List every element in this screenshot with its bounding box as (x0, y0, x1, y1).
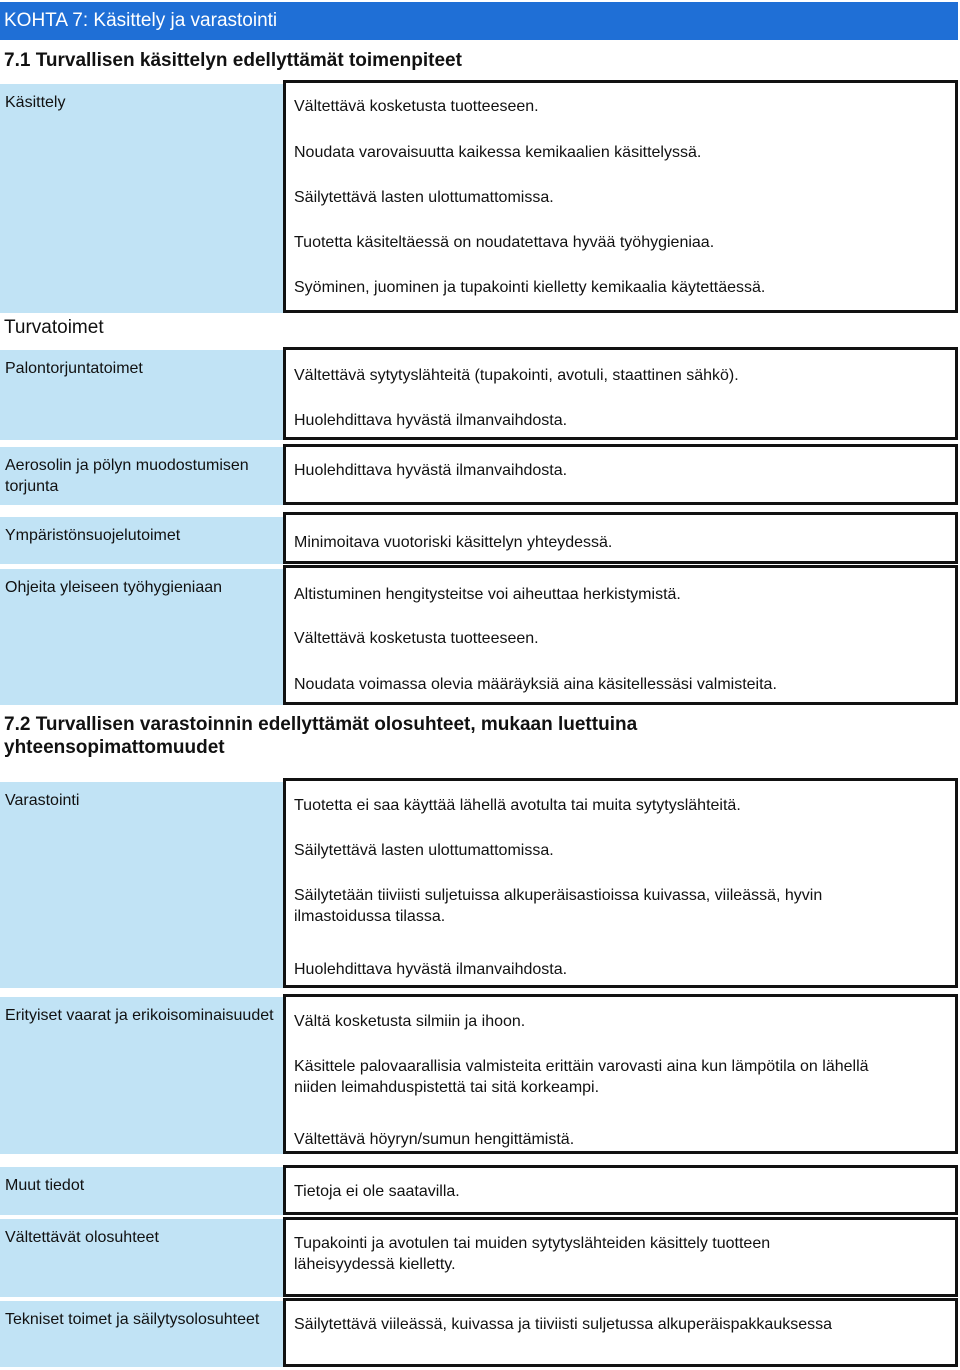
text-line: Säilytettävä viileässä, kuivassa ja tiiviisti suljetussa alkuperäispakkauksessa (294, 1316, 833, 1333)
text-line: Huolehdittava hyvästä ilmanvaihdosta. (294, 462, 568, 479)
text-line: Noudata varovaisuutta kaikessa kemikaalien käsittelyssä. (294, 144, 702, 161)
text-line: Säilytetään tiiviisti suljetuissa alkuperäisastioissa kuivassa, viileässä, hyvin ilmastoidussa tilassa. (294, 887, 823, 925)
label-tyohygienia: Ohjeita yleiseen työhygieniaan (0, 569, 283, 705)
text-line: Syöminen, juominen ja tupakointi kielletty kemikaalia käytettäessä. (294, 279, 766, 296)
text-line: Vältettävä sytytyslähteitä (tupakointi, avotuli, staattinen sähkö). (294, 367, 739, 384)
label-muut: Muut tiedot (0, 1167, 283, 1215)
label-valtettavat: Vältettävät olosuhteet (0, 1219, 283, 1297)
text-line: Vältä kosketusta silmiin ja ihoon. (294, 1013, 526, 1030)
label-aerosoli: Aerosolin ja pölyn muodostumisen torjunta (0, 447, 283, 505)
text-line: Vältettävä höyryn/sumun hengittämistä. (294, 1131, 575, 1148)
text-line: Tuotetta ei saa käyttää lähellä avotulta tai muita sytytyslähteitä. (294, 797, 741, 814)
text-line: Huolehdittava hyvästä ilmanvaihdosta. (294, 412, 568, 429)
text-line: Tietoja ei ole saatavilla. (294, 1183, 460, 1200)
label-ymparisto: Ympäristönsuojelutoimet (0, 517, 283, 564)
text-line: Säilytettävä lasten ulottumattomissa. (294, 842, 554, 859)
text-line: Noudata voimassa olevia määräyksiä aina käsitellessäsi valmisteita. (294, 676, 777, 693)
text-line: Tupakointi ja avotulen tai muiden sytytyslähteiden käsittely tuotteen läheisyydessä kielletty. (294, 1235, 771, 1273)
label-kasittely: Käsittely (0, 84, 283, 313)
group-title-turvatoimet: Turvatoimet (4, 317, 104, 338)
label-tekniset: Tekniset toimet ja säilytysolosuhteet (0, 1301, 283, 1367)
text-line: Säilytettävä lasten ulottumattomissa. (294, 189, 554, 206)
text-line: Vältettävä kosketusta tuotteeseen. (294, 98, 539, 115)
text-line: Minimoitava vuotoriski käsittelyn yhteydessä. (294, 534, 613, 551)
text-line: Käsittele palovaarallisia valmisteita erittäin varovasti aina kun lämpötila on lähellä niiden leimahduspistettä tai sitä korkeampi. (294, 1058, 869, 1096)
label-erityiset: Erityiset vaarat ja erikoisominaisuudet (0, 997, 283, 1154)
text-line: Huolehdittava hyvästä ilmanvaihdosta. (294, 961, 568, 978)
section-header: KOHTA 7: Käsittely ja varastointi (0, 2, 958, 40)
subsection-title-7-2: 7.2 Turvallisen varastoinnin edellyttämät olosuhteet, mukaan luettuina yhteensopimattomuudet (4, 714, 638, 758)
label-palontorjunta: Palontorjuntatoimet (0, 350, 283, 440)
label-varastointi: Varastointi (0, 782, 283, 988)
subsection-title-7-1: 7.1 Turvallisen käsittelyn edellyttämät toimenpiteet (4, 50, 462, 71)
text-line: Altistuminen hengitysteitse voi aiheuttaa herkistymistä. (294, 586, 681, 603)
text-line: Tuotetta käsiteltäessä on noudatettava hyvää työhygieniaa. (294, 234, 715, 251)
text-line: Vältettävä kosketusta tuotteeseen. (294, 630, 539, 647)
